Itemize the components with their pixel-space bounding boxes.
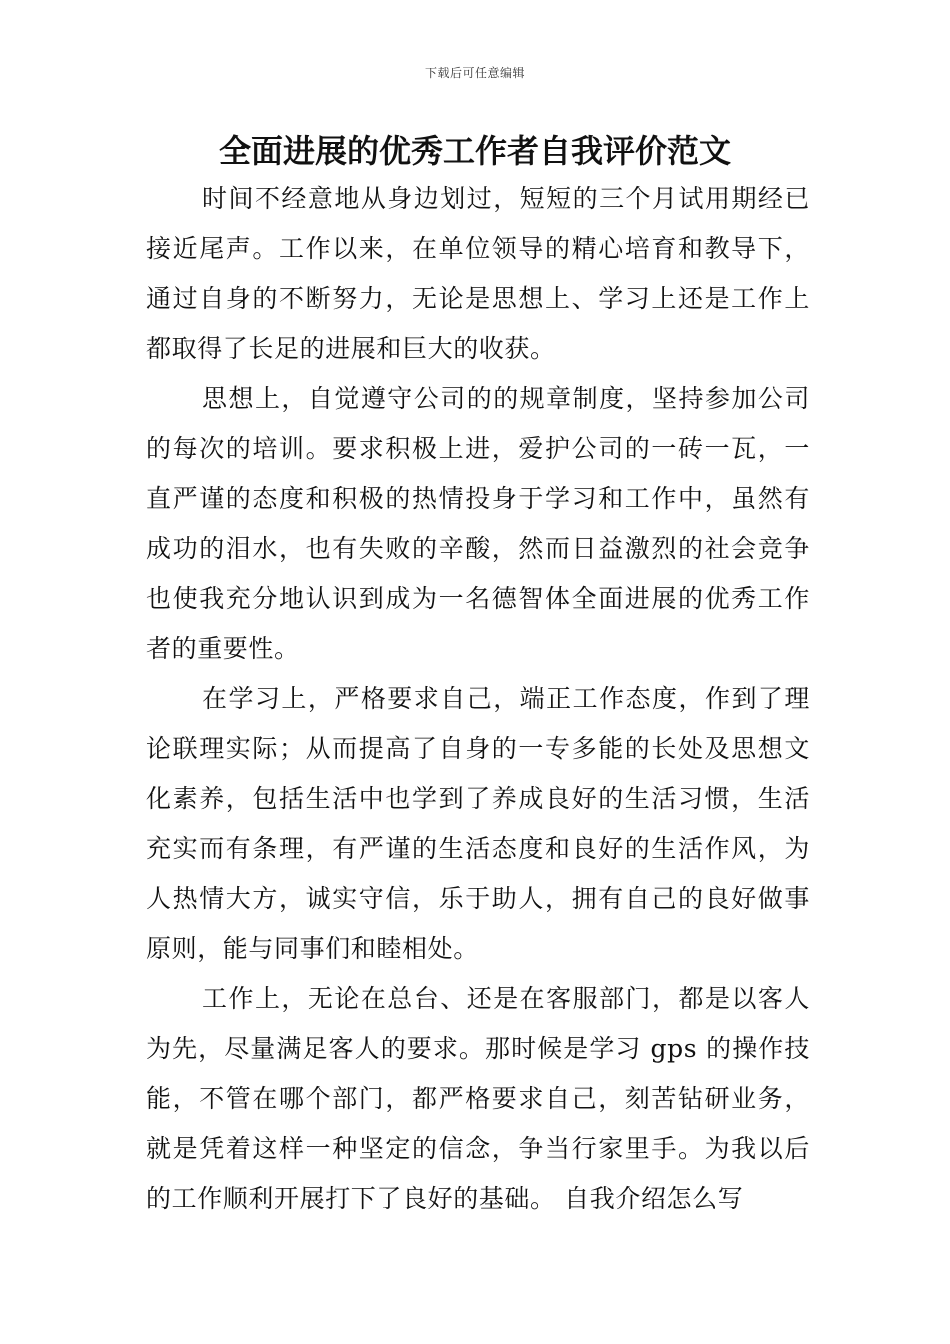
paragraph-3: 在学习上，严格要求自己，端正工作态度，作到了理论联理实际；从而提高了自身的一专多能的长处及思想文化素养，包括生活中也学到了养成良好的生活习惯，生活充实而有条理，有严谨的生活态度和良好的生活作风，为人热情大方，诚实守信，乐于助人，拥有自己的良好做事原则，能与同事们和睦相处。 (146, 684, 810, 963)
paragraph-4: 工作上，无论在总台、还是在客服部门，都是以客人为先，尽量满足客人的要求。那时候是学习 gps 的操作技能，不管在哪个部门，都严格要求自己，刻苦钻研业务，就是凭着这样一种坚定的信念，争当行家里手。为我以后的工作顺利开展打下了良好的基础。 自我介绍怎么写 (146, 984, 810, 1213)
document-title: 全面进展的优秀工作者自我评价范文 (218, 132, 731, 170)
paragraph-2: 思想上，自觉遵守公司的的规章制度，坚持参加公司的每次的培训。要求积极上进，爱护公司的一砖一瓦，一直严谨的态度和积极的热情投身于学习和工作中，虽然有成功的泪水，也有失败的辛酸，然而日益激烈的社会竞争也使我充分地认识到成为一名德智体全面进展的优秀工作者的重要性。 (146, 384, 810, 663)
header-note: 下载后可任意编辑 (424, 66, 525, 80)
document-body (146, 174, 810, 1224)
paragraph-1: 时间不经意地从身边划过，短短的三个月试用期经已接近尾声。工作以来，在单位领导的精心培育和教导下，通过自身的不断努力，无论是思想上、学习上还是工作上都取得了长足的进展和巨大的收获。 (146, 184, 810, 363)
